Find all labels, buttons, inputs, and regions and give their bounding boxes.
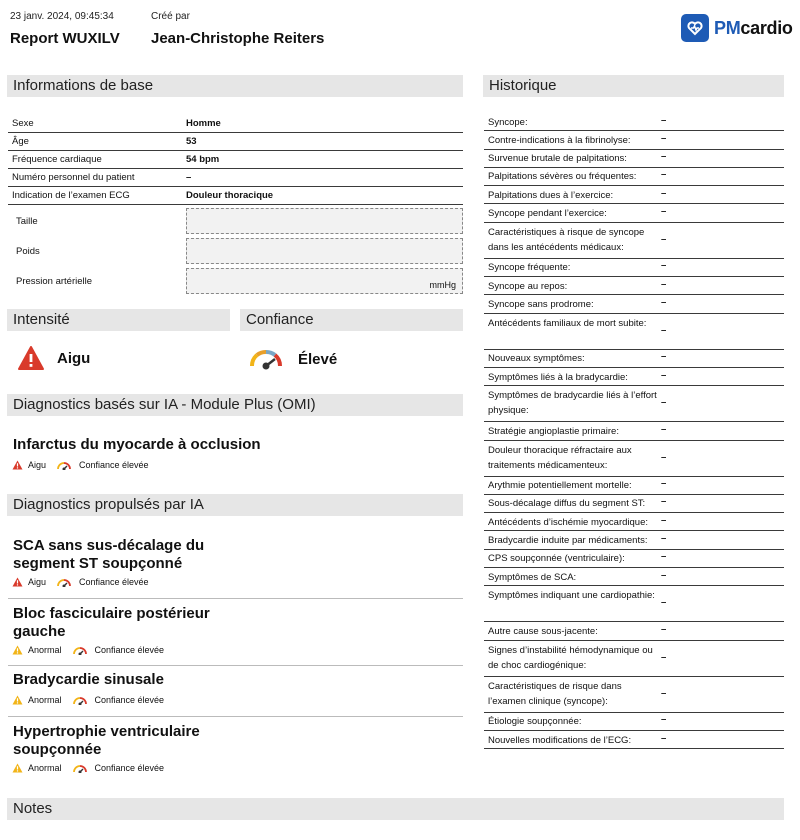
history-value: – xyxy=(661,206,667,217)
diagnosis-meta xyxy=(12,763,164,773)
history-label: CPS soupçonnée (ventriculaire): xyxy=(488,553,625,565)
history-value: – xyxy=(661,423,667,435)
severity-triangle-icon xyxy=(12,763,23,773)
ai-diag-header: Diagnostics propulsés par IA xyxy=(7,494,463,516)
history-value: – xyxy=(661,132,667,144)
heart-icon xyxy=(681,14,709,42)
notes-header: Notes xyxy=(7,798,784,820)
basic-info-value: 53 xyxy=(186,136,197,147)
diagnosis-title-line2: gauche xyxy=(13,623,66,640)
history-row xyxy=(484,731,784,749)
gauge-icon xyxy=(72,695,88,705)
history-value: – xyxy=(661,114,667,126)
history-label: Symptômes liés à la bradycardie: xyxy=(488,371,628,383)
history-label: Caractéristiques à risque de syncope dans les antécédents médicaux: xyxy=(488,226,645,253)
history-row xyxy=(484,495,784,513)
history-value: – xyxy=(661,597,667,609)
diagnosis-title xyxy=(13,537,204,573)
severity-triangle-icon xyxy=(12,460,23,470)
basic-info-row xyxy=(8,115,463,133)
severity-triangle-icon xyxy=(12,577,23,587)
report-title: Report WUXILV xyxy=(10,30,120,47)
basic-info-label: Numéro personnel du patient xyxy=(12,172,135,183)
history-value: – xyxy=(661,496,667,508)
intensity-value: Aigu xyxy=(57,349,91,367)
history-value: – xyxy=(661,533,667,544)
history-row xyxy=(484,277,784,295)
basic-info-label: Indication de l’examen ECG xyxy=(12,190,130,201)
history-label: Symptômes indiquant une cardiopathie: xyxy=(488,590,655,602)
confidence-label: Confiance élevée xyxy=(94,763,165,773)
history-value: – xyxy=(661,233,667,245)
gauge-icon xyxy=(72,645,88,655)
history-value: – xyxy=(661,651,667,663)
history-row xyxy=(484,350,784,368)
diagnosis-title-line1: Hypertrophie ventriculaire xyxy=(13,723,200,740)
pmcardio-logo xyxy=(681,14,793,42)
history-value: – xyxy=(661,514,667,526)
severity-label: Aigu xyxy=(28,577,47,587)
history-label: Bradycardie induite par médicaments: xyxy=(488,535,648,546)
history-value: – xyxy=(661,187,667,199)
diagnosis-title xyxy=(13,723,200,759)
history-value: – xyxy=(661,451,667,463)
history-row xyxy=(484,186,784,204)
history-header: Historique xyxy=(483,75,784,97)
field-input[interactable] xyxy=(186,268,463,294)
confidence-indicator xyxy=(248,346,337,372)
diagnosis-meta xyxy=(12,645,164,655)
gauge-icon xyxy=(56,460,72,470)
history-value: – xyxy=(661,714,667,726)
confidence-value: Élevé xyxy=(298,350,338,368)
history-label: Caractéristiques de risque dans l’examen clinique (syncope): xyxy=(488,680,622,707)
history-label: Syncope sans prodrome: xyxy=(488,298,594,310)
basic-info-row xyxy=(8,169,463,187)
basic-info-value: Homme xyxy=(186,118,221,129)
history-row xyxy=(484,131,784,149)
history-label: Autre cause sous-jacente: xyxy=(488,625,598,637)
history-row xyxy=(484,368,784,386)
history-label: Nouveaux symptômes: xyxy=(488,353,585,365)
basic-info-field xyxy=(8,238,463,266)
history-value: – xyxy=(661,569,667,581)
history-value: – xyxy=(661,687,667,699)
basic-info-label: Fréquence cardiaque xyxy=(12,154,102,165)
field-label: Poids xyxy=(16,246,40,257)
basic-info-label: Sexe xyxy=(12,118,34,129)
history-row xyxy=(484,422,784,440)
history-row xyxy=(484,295,784,313)
history-value: – xyxy=(661,397,667,409)
warning-triangle-icon xyxy=(17,345,45,371)
field-label: Taille xyxy=(16,216,38,227)
history-label: Étiologie soupçonnée: xyxy=(488,716,582,728)
diagnosis-divider xyxy=(8,598,463,599)
diagnosis-meta xyxy=(12,695,164,705)
history-row xyxy=(484,513,784,531)
gauge-icon xyxy=(72,763,88,773)
confidence-label: Confiance élevée xyxy=(94,695,165,705)
history-row xyxy=(484,168,784,186)
history-row xyxy=(484,477,784,495)
history-label: Antécédents d’ischémie myocardique: xyxy=(488,516,649,528)
created-by-label: Créé par xyxy=(151,11,190,22)
basic-info-header: Informations de base xyxy=(7,75,463,97)
history-value: – xyxy=(661,369,667,381)
history-row xyxy=(484,223,784,259)
history-value: – xyxy=(661,169,667,181)
diagnosis-title-line2: soupçonnée xyxy=(13,741,102,758)
basic-info-label: Âge xyxy=(12,136,29,147)
history-row xyxy=(484,622,784,640)
basic-info-row xyxy=(8,133,463,151)
history-value: – xyxy=(661,623,667,635)
confidence-label: Confiance élevée xyxy=(79,460,149,470)
diagnosis-title-line1: Bloc fasciculaire postérieur xyxy=(13,605,210,622)
diagnosis-meta xyxy=(12,577,149,587)
report-date: 23 janv. 2024, 09:45:34 xyxy=(10,11,114,22)
history-row xyxy=(484,386,784,422)
diagnosis-divider xyxy=(8,716,463,717)
history-row xyxy=(484,568,784,586)
history-label: Syncope au repos: xyxy=(488,280,568,292)
history-row xyxy=(484,641,784,677)
history-label: Contre-indications à la fibrinolyse: xyxy=(488,134,631,146)
diagnosis-title-line1: SCA sans sus-décalage du xyxy=(13,537,205,554)
history-label: Palpitations dues à l’exercice: xyxy=(488,189,614,201)
basic-info-field xyxy=(8,208,463,236)
history-label: Survenue brutale de palpitations: xyxy=(488,153,627,165)
gauge-icon xyxy=(56,577,72,587)
history-label: Douleur thoracique réfractaire aux traitements médicamenteux: xyxy=(488,444,632,471)
history-label: Syncope fréquente: xyxy=(488,262,571,274)
created-by-name: Jean-Christophe Reiters xyxy=(151,30,325,47)
severity-label: Aigu xyxy=(28,460,47,470)
diagnosis-title xyxy=(13,671,164,689)
history-label: Syncope: xyxy=(488,116,528,128)
history-label: Arythmie potentiellement mortelle: xyxy=(488,480,632,492)
omi-diagnosis-meta xyxy=(12,460,149,470)
basic-info-row xyxy=(8,151,463,169)
confidence-label: Confiance élevée xyxy=(94,645,165,655)
history-row xyxy=(484,532,784,550)
basic-info-value: 54 bpm xyxy=(186,154,220,165)
history-label: Stratégie angioplastie primaire: xyxy=(488,425,619,437)
basic-info-row xyxy=(8,187,463,205)
ai-omi-header: Diagnostics basés sur IA - Module Plus (OMI) xyxy=(7,394,463,416)
history-label: Palpitations sévères ou fréquentes: xyxy=(488,171,637,183)
history-row xyxy=(484,550,784,568)
basic-info-value: Douleur thoracique xyxy=(186,190,274,201)
history-value: – xyxy=(661,296,667,308)
confidence-label: Confiance élevée xyxy=(79,577,149,587)
field-label: Pression artérielle xyxy=(16,276,93,287)
severity-triangle-icon xyxy=(12,645,23,655)
history-value: – xyxy=(661,732,667,744)
history-value: – xyxy=(661,351,667,363)
omi-diagnosis-title: Infarctus du myocarde à occlusion xyxy=(13,436,261,453)
confidence-header: Confiance xyxy=(240,309,463,331)
history-label: Antécédents familiaux de mort subite: xyxy=(488,317,647,329)
history-row xyxy=(484,314,784,350)
severity-triangle-icon xyxy=(12,695,23,705)
history-label: Sous-décalage diffus du segment ST: xyxy=(488,498,646,510)
intensity-header: Intensité xyxy=(7,309,230,331)
basic-info-field xyxy=(8,268,463,296)
field-unit: mmHg xyxy=(429,280,456,290)
history-label: Symptômes de SCA: xyxy=(488,571,577,583)
history-row xyxy=(484,259,784,277)
history-row xyxy=(484,586,784,622)
field-input[interactable] xyxy=(186,208,463,234)
history-row xyxy=(484,150,784,168)
history-label: Symptômes de bradycardie liés à l’effort physique: xyxy=(488,390,657,417)
history-label: Signes d’instabilité hémodynamique ou de choc cardiogénique: xyxy=(488,644,653,671)
history-value: – xyxy=(661,278,667,290)
diagnosis-title-line2: segment ST soupçonné xyxy=(13,555,183,572)
basic-info-value: – xyxy=(186,172,192,183)
diagnosis-title-line1: Bradycardie sinusale xyxy=(13,671,164,688)
gauge-icon xyxy=(248,346,284,372)
history-label: Syncope pendant l’exercice: xyxy=(488,208,607,219)
severity-label: Anormal xyxy=(28,695,62,705)
history-value: – xyxy=(661,260,667,272)
history-row xyxy=(484,113,784,131)
field-input[interactable] xyxy=(186,238,463,264)
diagnosis-title xyxy=(13,605,210,641)
history-row xyxy=(484,441,784,477)
history-value: – xyxy=(661,551,667,563)
logo-text: PMcardio xyxy=(714,17,793,38)
history-row xyxy=(484,713,784,731)
history-value: – xyxy=(661,151,667,163)
history-label: Nouvelles modifications de l’ECG: xyxy=(488,734,632,746)
history-row xyxy=(484,677,784,713)
severity-label: Anormal xyxy=(28,645,62,655)
history-value: – xyxy=(661,324,667,336)
history-value: – xyxy=(661,478,667,490)
intensity-indicator xyxy=(17,345,90,371)
history-row xyxy=(484,205,784,223)
severity-label: Anormal xyxy=(28,763,62,773)
diagnosis-divider xyxy=(8,665,463,666)
